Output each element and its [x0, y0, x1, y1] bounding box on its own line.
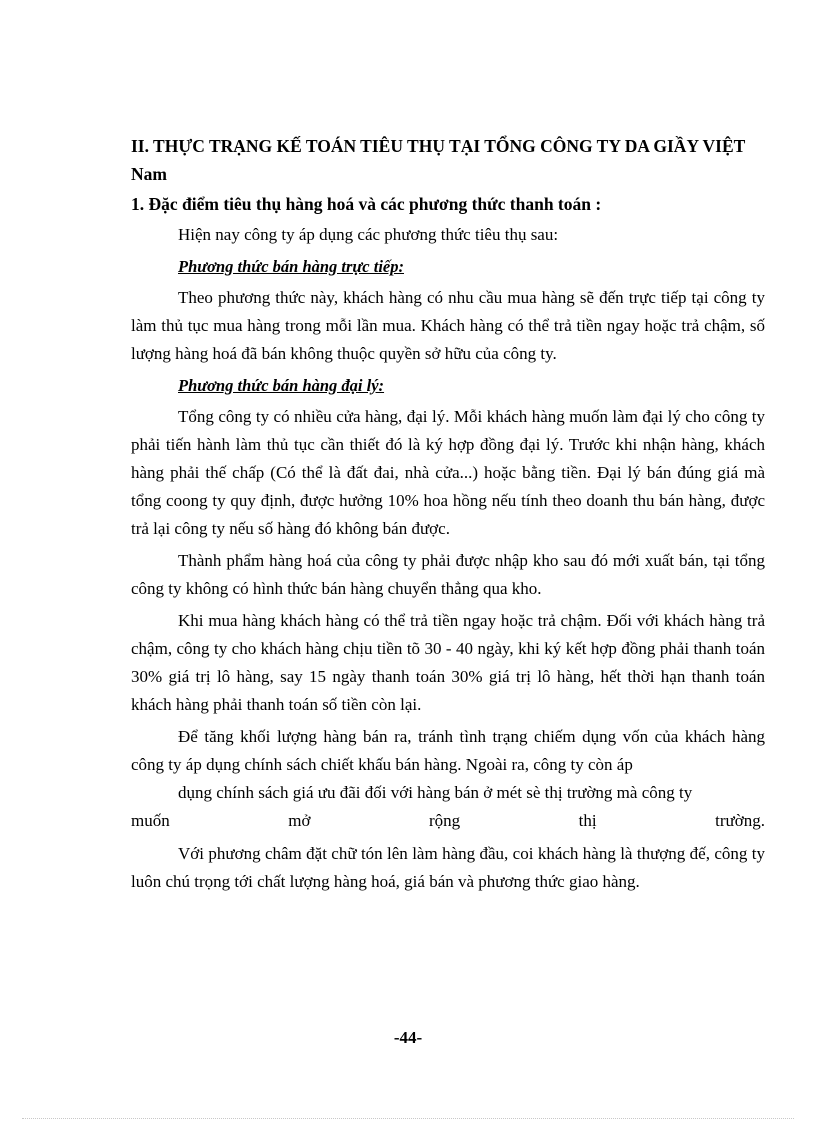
- payment-paragraph: Khi mua hàng khách hàng có thể trả tiền ngay hoặc trả chậm. Đối với khách hàng trả chậm, công ty cho khách hàng chịu tiền tõ 30 - 40 ngày, khi ký kết hợp đồng phải thanh toán 30% giá trị lô hàng, say 15 ngày thanh toán 30% giá trị lô hàng, hết thời hạn thanh toán khách hàng phải thanh toán số tiền còn lại.: [131, 611, 765, 714]
- page-number: -44-: [393, 1028, 423, 1047]
- spread-word: muốn: [131, 811, 170, 830]
- method-direct-title: Phương thức bán hàng trực tiếp:: [178, 257, 404, 276]
- method-direct-paragraph: Theo phương thức này, khách hàng có nhu cầu mua hàng sẽ đến trực tiếp tại công ty làm thủ tục mua hàng trong mỗi lần mua. Khách hàng có thể trả tiền ngay hoặc trả chậm, số lượng hàng hoá đã bán không thuộc quyền sở hữu của công ty.: [131, 288, 765, 363]
- spread-word: thị: [578, 811, 597, 830]
- motto-paragraph: Với phương châm đặt chữ tón lên làm hàng đầu, coi khách hàng là thượng đế, công ty luôn chú trọng tới chất lượng hàng hoá, giá bán và phương thức giao hàng.: [131, 844, 765, 891]
- discount-paragraph: Để tăng khối lượng hàng bán ra, tránh tình trạng chiếm dụng vốn của khách hàng công ty áp dụng chính sách chiết khấu bán hàng. Ngoài ra, công ty còn áp: [131, 727, 765, 774]
- discount-paragraph-continued: dụng chính sách giá ưu đãi đối với hàng bán ở mét sè thị trường mà công ty: [178, 783, 693, 802]
- warehouse-paragraph: Thành phẩm hàng hoá của công ty phải được nhập kho sau đó mới xuất bán, tại tổng công ty không có hình thức bán hàng chuyển thẳng qua kho.: [131, 551, 765, 598]
- discount-paragraph-spread-line: [131, 807, 765, 835]
- subsection-title: 1. Đặc điểm tiêu thụ hàng hoá và các phương thức thanh toán :: [131, 194, 602, 214]
- spread-word: mở: [288, 811, 311, 830]
- section-title: II. THỰC TRẠNG KẾ TOÁN TIÊU THỤ TẠI TỔNG CÔNG TY DA GIẦY VIỆT Nam: [131, 136, 745, 184]
- footer-divider: [22, 1118, 794, 1119]
- method-agency-title: Phương thức bán hàng đại lý:: [178, 376, 385, 395]
- spread-word: rộng: [428, 811, 461, 830]
- intro-paragraph: Hiện nay công ty áp dụng các phương thức tiêu thụ sau:: [178, 225, 559, 244]
- spread-word: trường.: [715, 811, 765, 830]
- method-agency-paragraph: Tổng công ty có nhiều cửa hàng, đại lý. Mỗi khách hàng muốn làm đại lý cho công ty phải tiến hành làm thủ tục cần thiết đó là ký hợp đồng đại lý. Trước khi nhận hàng, khách hàng phải thế chấp (Có thể là đất đai, nhà cửa...) hoặc bằng tiền. Đại lý bán đúng giá mà tổng coong ty quy định, được hưởng 10% hoa hồng nếu tính theo doanh thu bán hàng, được trả lại công ty nếu số hàng đó không bán được.: [131, 407, 765, 538]
- document-body: [131, 132, 765, 900]
